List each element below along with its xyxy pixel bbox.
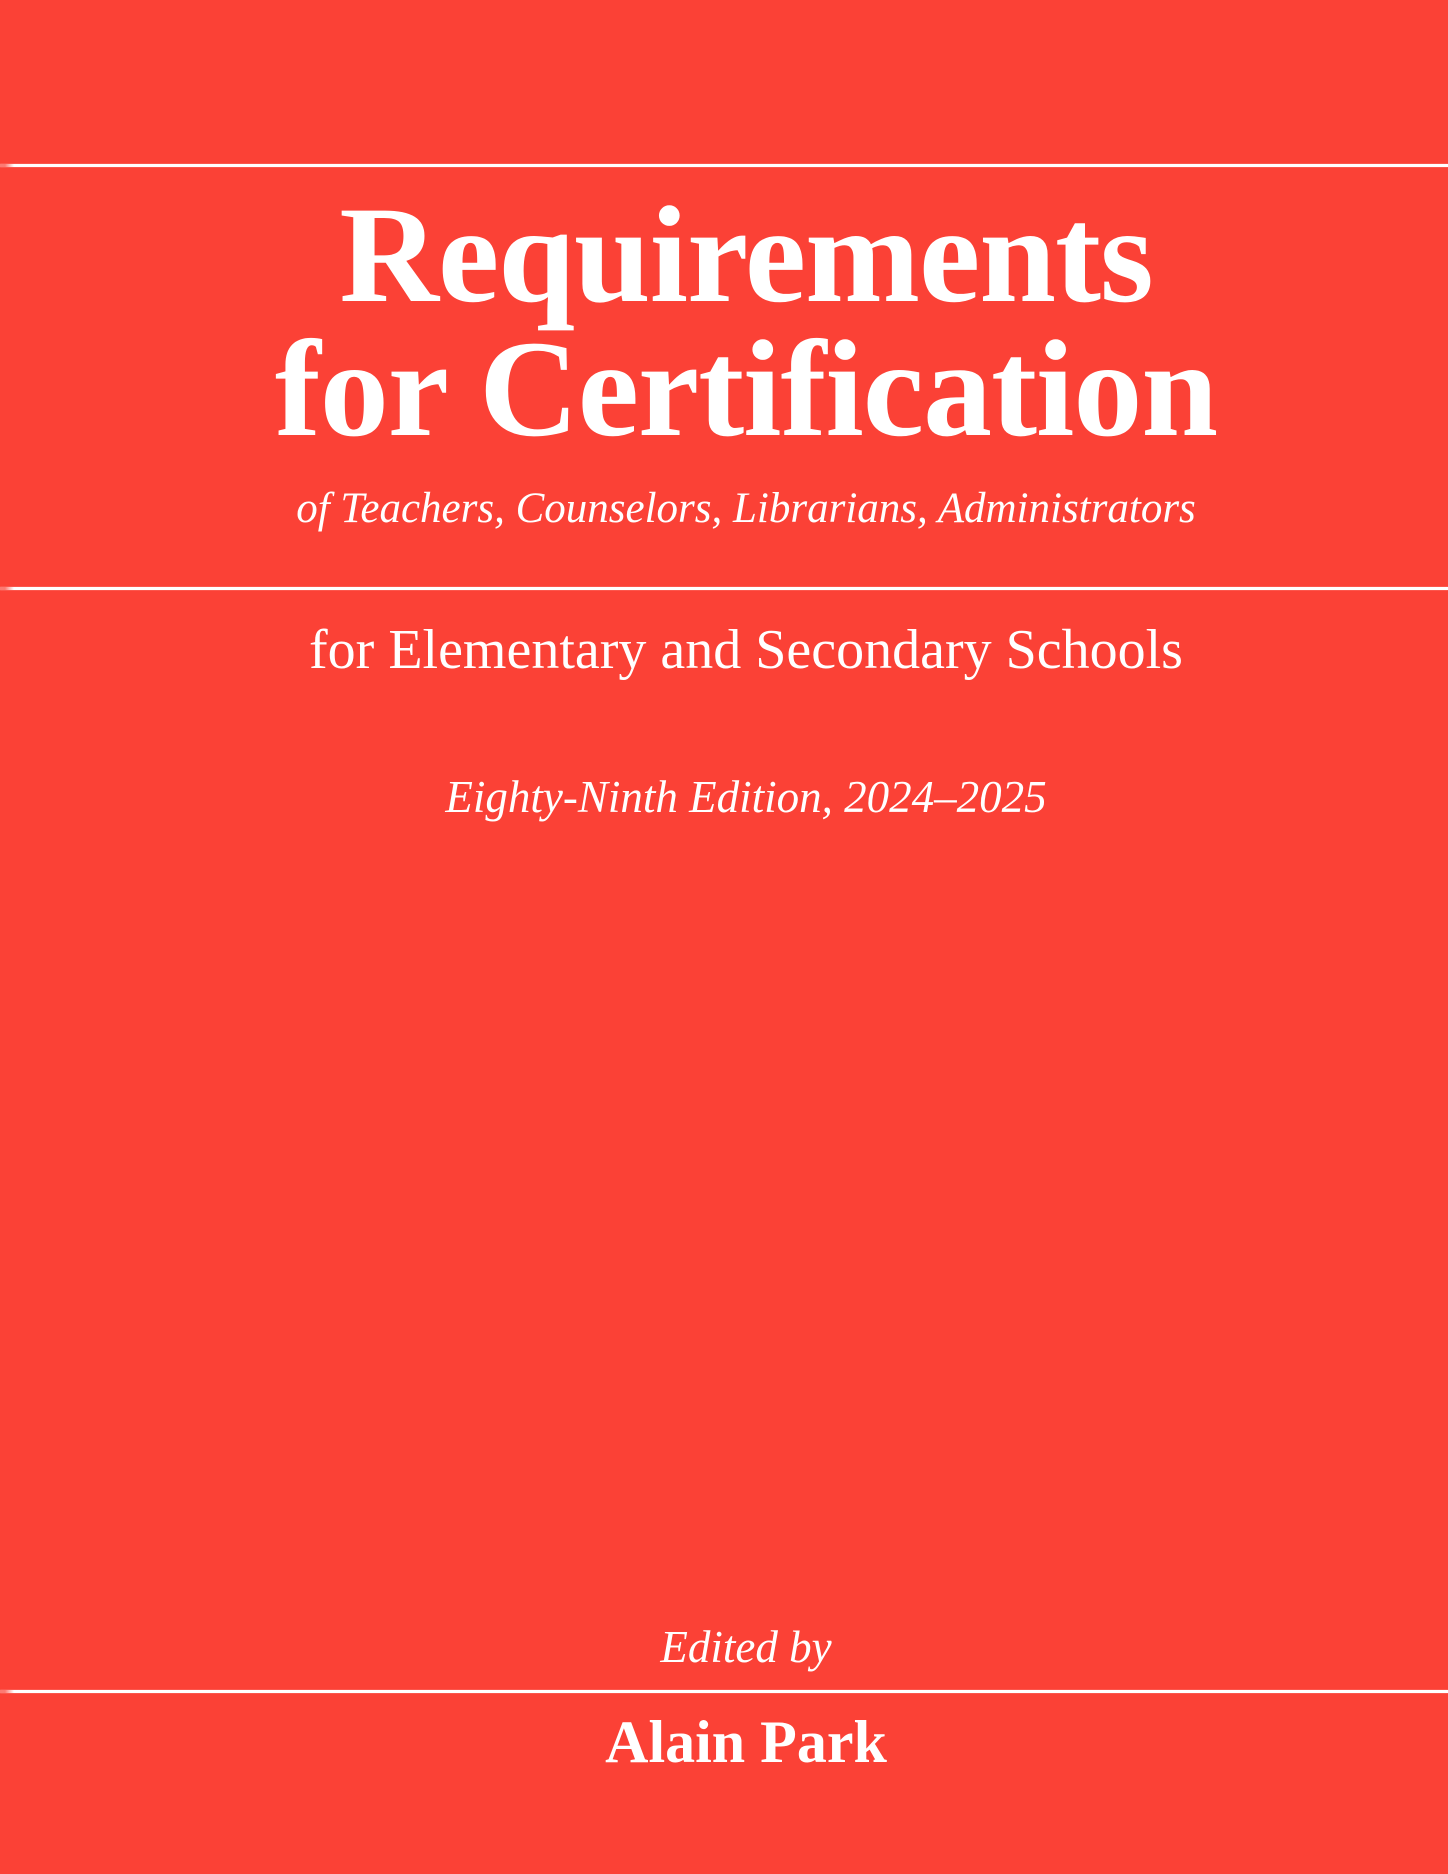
edition-line: Eighty-Ninth Edition, 2024–2025 <box>445 772 1047 822</box>
audience-line: for Elementary and Secondary Schools <box>309 619 1183 681</box>
book-title <box>44 178 1448 465</box>
top-rule <box>0 164 1448 167</box>
book-title-line-2: for Certification <box>274 312 1218 465</box>
book-title-line-1: Requirements <box>339 178 1153 331</box>
editor-name: Alain Park <box>605 1709 887 1775</box>
middle-rule <box>0 587 1448 590</box>
book-subtitle: of Teachers, Counselors, Librarians, Administrators <box>296 485 1196 532</box>
bottom-rule <box>0 1690 1448 1693</box>
edited-by-label: Edited by <box>660 1622 832 1672</box>
